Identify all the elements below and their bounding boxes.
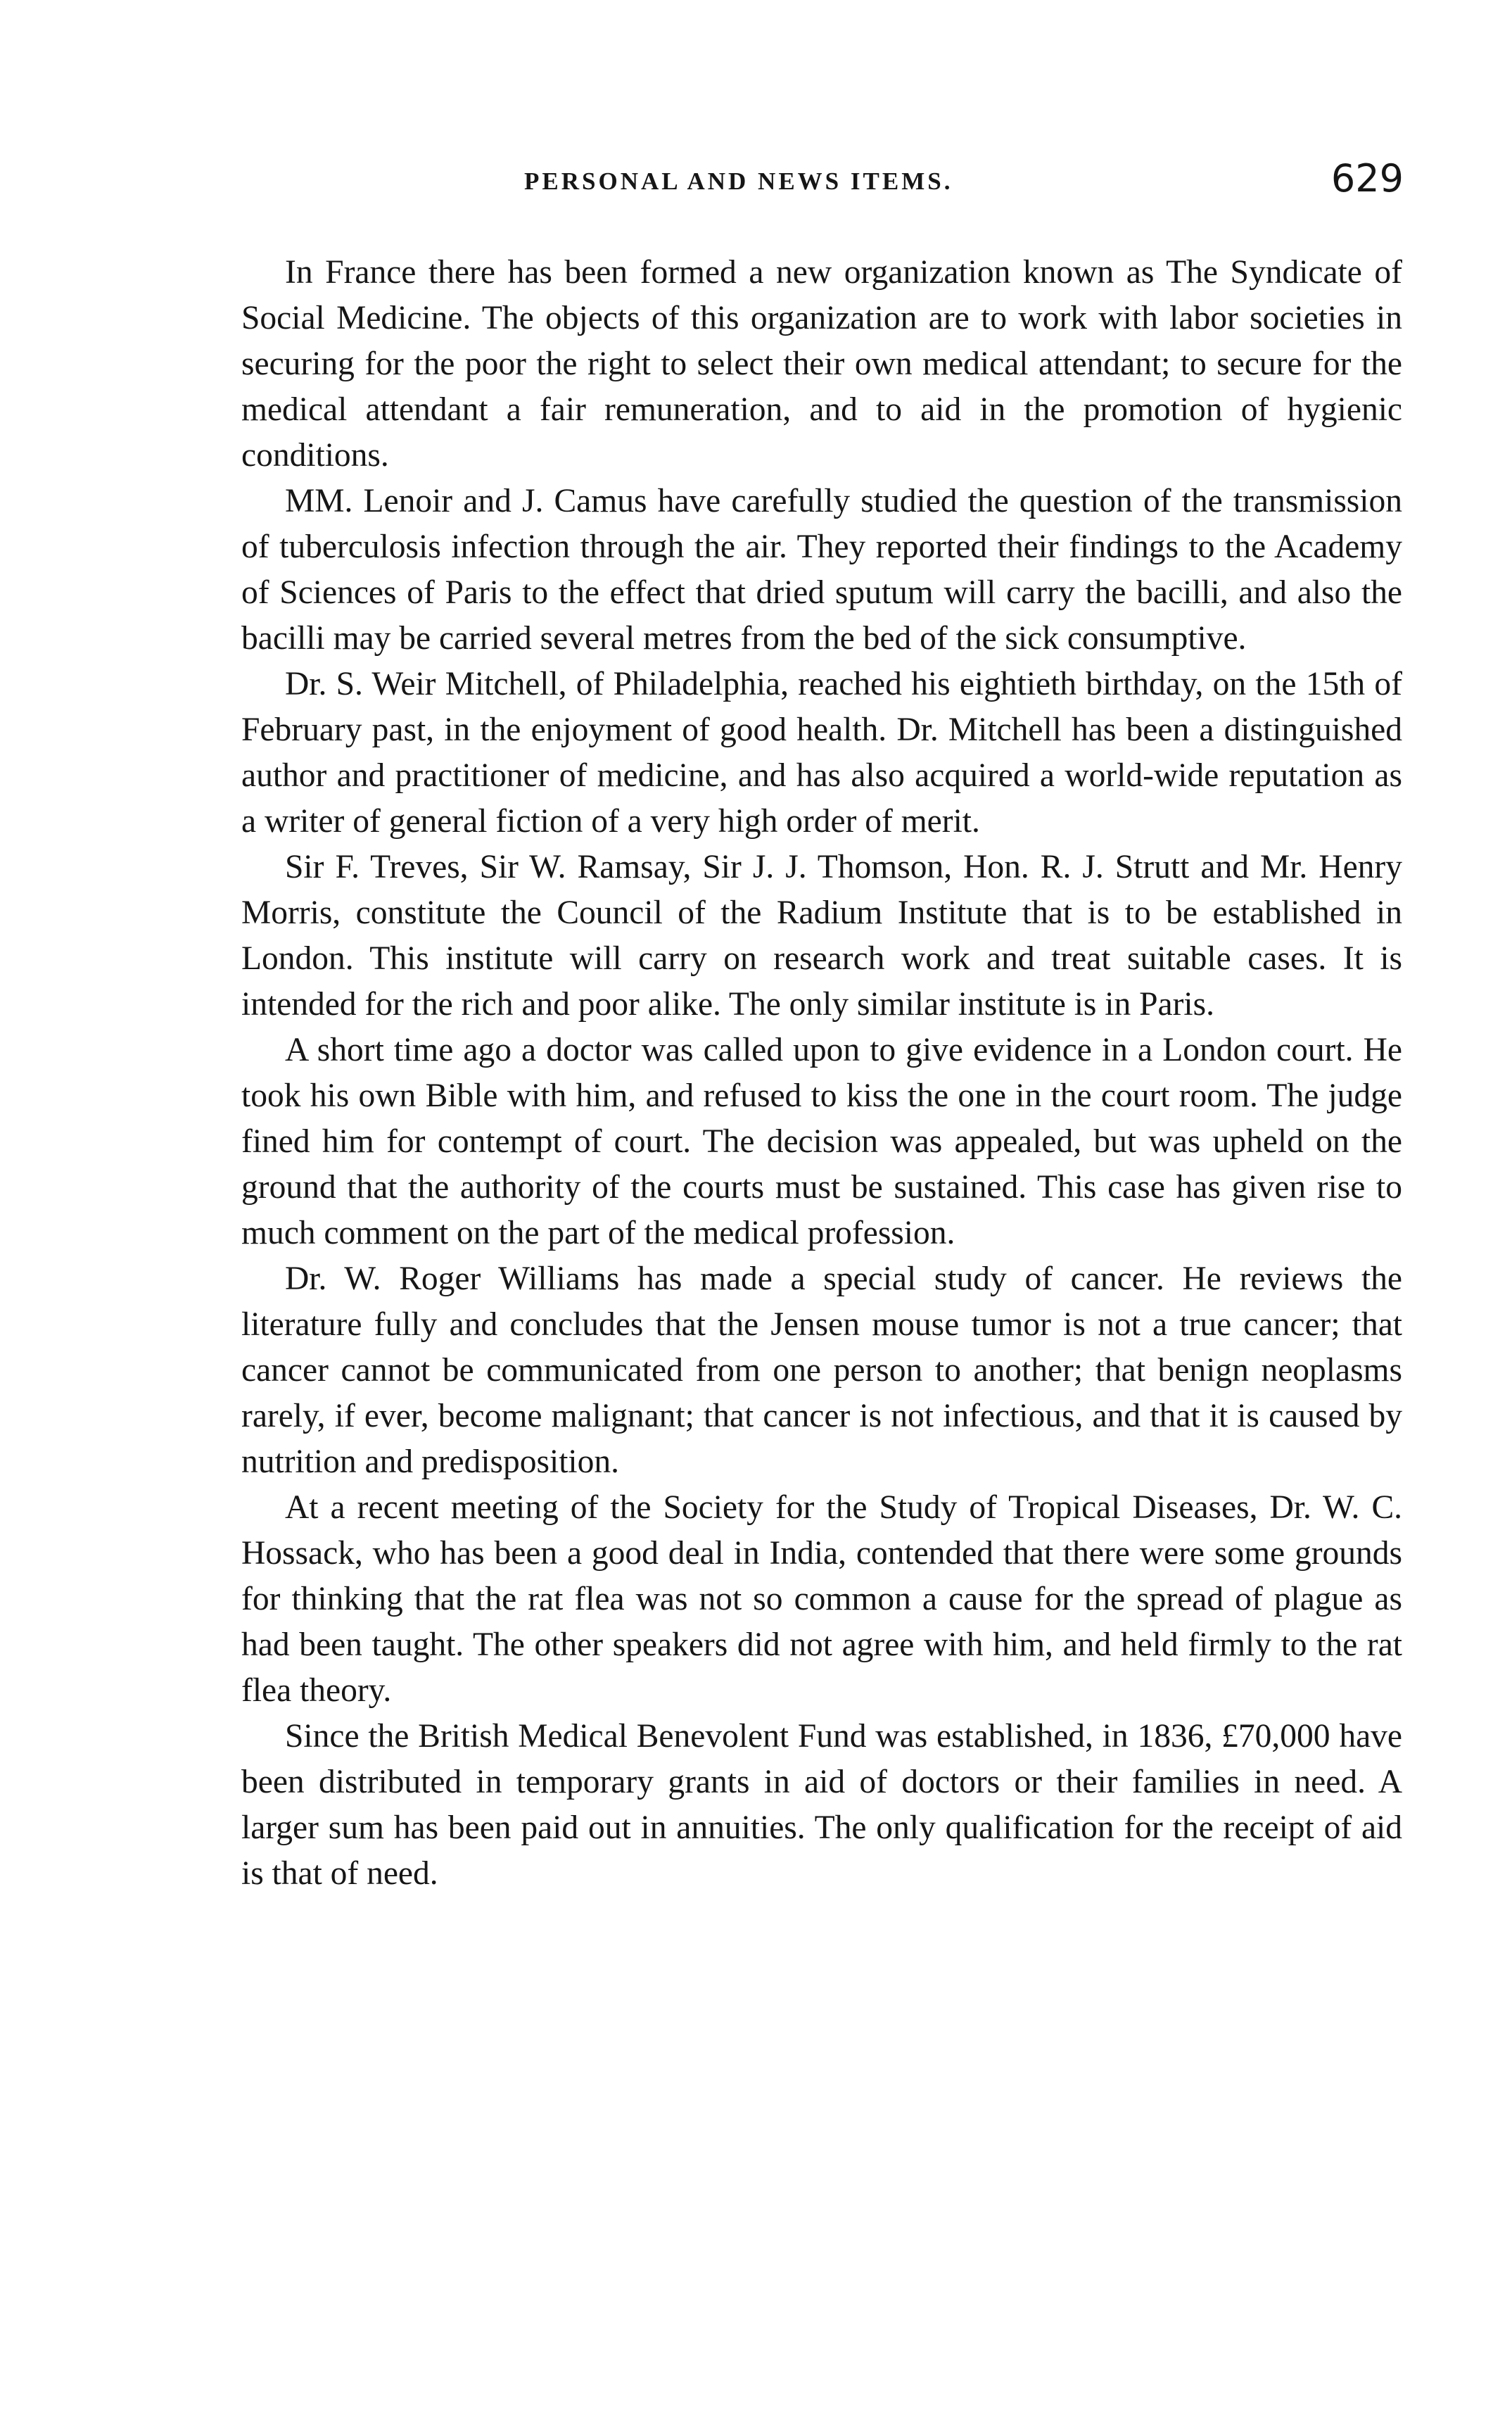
article-body <box>241 250 1402 2256</box>
paragraph-court-bible-case: A short time ago a doctor was called upon to give evidence in a London court. He took his own Bible with him, and refused to kiss the one in the court room. The judge fined him for contempt of court. The decision was appealed, but was upheld on the ground that the authority of the courts must be sustained. This case has given rise to much comment on the part of the medical profession. <box>241 1032 1402 1251</box>
paragraph-benevolent-fund: Since the British Medical Benevolent Fund was established, in 1836, £70,000 have been distributed in temporary grants in aid of doctors or their families in need. A larger sum has been paid out in annuities. The only qualification for the receipt of aid is that of need. <box>241 1718 1402 1892</box>
paragraph-syndicate-social-medicine: In France there has been formed a new organization known as The Syndicate of Social Medicine. The objects of this organization are to work with labor societies in securing for the poor the right to select their own medical attendant; to secure for the medical attendant a fair remuneration, and to aid in the promotion of hygienic conditions. <box>241 254 1402 474</box>
running-head <box>243 156 1404 206</box>
paragraph-tropical-diseases-meeting: At a recent meeting of the Society for the Study of Tropical Diseases, Dr. W. C. Hossack, who has been a good deal in India, contended that there were some grounds for thinking that the rat flea was not so common a cause for the spread of plague as had been taught. The other speakers did not agree with him, and held firmly to the rat flea theory. <box>241 1489 1402 1709</box>
paragraph-cancer-study: Dr. W. Roger Williams has made a special study of cancer. He reviews the literature fully and concludes that the Jensen mouse tumor is not a true cancer; that cancer cannot be communicated from one person to another; that benign neoplasms rarely, if ever, become malignant; that cancer is not infectious, and that it is caused by nutrition and predisposition. <box>241 1260 1402 1480</box>
paragraph-radium-institute: Sir F. Treves, Sir W. Ramsay, Sir J. J. Thomson, Hon. R. J. Strutt and Mr. Henry Morris, constitute the Council of the Radium Institute that is to be established in London. This institute will carry on research work and treat suitable cases. It is intended for the rich and poor alike. The only similar institute is in Paris. <box>241 849 1402 1023</box>
page-number: 629 <box>1330 156 1404 201</box>
paragraph-tuberculosis-transmission: MM. Lenoir and J. Camus have carefully studied the question of the transmission of tuberculosis infection through the air. They reported their findings to the Academy of Sciences of Paris to the effect that dried sputum will carry the bacilli, and also the bacilli may be carried several metres from the bed of the sick consumptive. <box>241 483 1402 657</box>
paragraph-weir-mitchell-birthday: Dr. S. Weir Mitchell, of Philadelphia, reached his eightieth birthday, on the 15th of February past, in the enjoyment of good health. Dr. Mitchell has been a distinguished author and practitioner of medicine, and has also acquired a world-wide reputation as a writer of general fiction of a very high order of merit. <box>241 666 1402 840</box>
running-title: PERSONAL AND NEWS ITEMS. <box>524 168 953 195</box>
